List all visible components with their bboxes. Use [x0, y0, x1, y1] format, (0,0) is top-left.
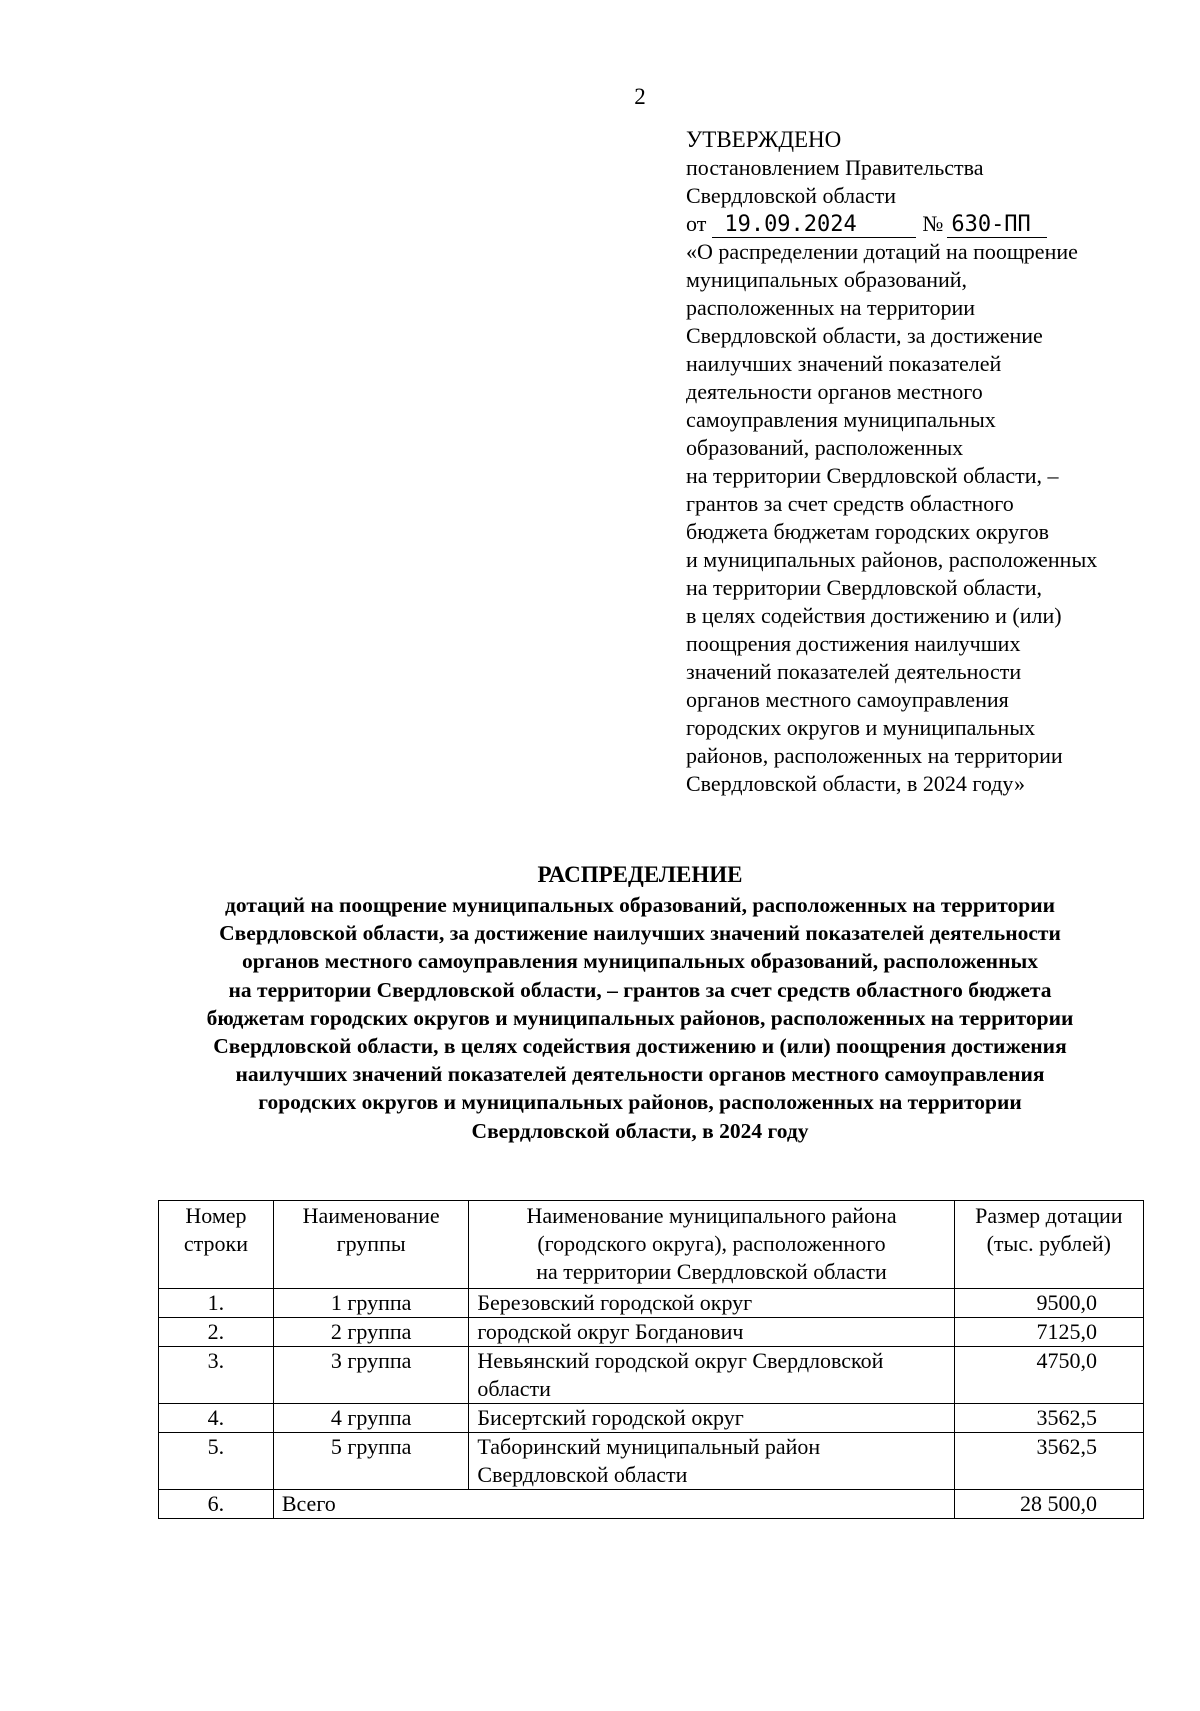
total-label: Всего: [273, 1490, 954, 1519]
table-header-row: [159, 1201, 1144, 1289]
table-row: [159, 1404, 1144, 1433]
row-number: 6.: [159, 1490, 274, 1519]
approval-line-2: Свердловской области: [686, 183, 896, 208]
approval-heading: УТВЕРЖДЕНО: [686, 127, 842, 152]
page-number: 2: [634, 84, 646, 109]
header-row-number: Номер строки: [159, 1201, 274, 1289]
decree-number: 630-ПП: [947, 213, 1047, 238]
group-name: 5 группа: [273, 1433, 469, 1490]
row-number: 3.: [159, 1347, 274, 1404]
group-name: 2 группа: [273, 1318, 469, 1347]
approval-stamp: [686, 126, 1176, 798]
header-municipality: Наименование муниципального района (городского округа), расположенного на территории Свердловской области: [469, 1201, 954, 1289]
table-total-row: [159, 1490, 1144, 1519]
date-prefix: от: [686, 211, 707, 236]
table-row: [159, 1289, 1144, 1318]
distribution-title: РАСПРЕДЕЛЕНИЕ: [537, 862, 743, 887]
group-name: 1 группа: [273, 1289, 469, 1318]
decree-title: «О распределении дотаций на поощрение муниципальных образований, расположенных на территории Свердловской области, за достижение наилучших значений показателей деятельности органов местного самоуправления муниципальных образований, расположенных на территории Свердловской области, – грантов за счет средств областного бюджета бюджетам городских округов и муниципальных районов, расположенных на территории Свердловской области, в целях содействия достижению и (или) поощрения достижения наилучших значений показателей деятельности органов местного самоуправления городских округов и муниципальных районов, расположенных на территории Свердловской области, в 2024 году»: [686, 239, 1098, 796]
municipality-name: Бисертский городской округ: [469, 1404, 954, 1433]
municipality-name: Березовский городской округ: [469, 1289, 954, 1318]
decree-date: 19.09.2024: [712, 213, 916, 238]
group-name: 3 группа: [273, 1347, 469, 1404]
distribution-table: [158, 1200, 1144, 1519]
table-row: [159, 1433, 1144, 1490]
table-row: [159, 1318, 1144, 1347]
number-prefix: №: [922, 211, 944, 236]
amount-value: 3562,5: [1036, 1405, 1097, 1430]
row-number: 2.: [159, 1318, 274, 1347]
table-row: [159, 1347, 1144, 1404]
decree-date-number-line: [686, 210, 1176, 238]
distribution-subtitle: дотаций на поощрение муниципальных образований, расположенных на территории Свердловской области, за достижение наилучших значений показателей деятельности органов местного самоуправления муниципальных образований, расположенных на территории Свердловской области, – грантов за счет средств областного бюджета бюджетам городских округов и муниципальных районов, расположенных на территории Свердловской области, в целях содействия достижению и (или) поощрения достижения наилучших значений показателей деятельности органов местного самоуправления городских округов и муниципальных районов, расположенных на территории Свердловской области, в 2024 году: [206, 893, 1074, 1143]
total-amount: 28 500,0: [1020, 1491, 1097, 1516]
row-number: 1.: [159, 1289, 274, 1318]
group-name: 4 группа: [273, 1404, 469, 1433]
amount-value: 9500,0: [1036, 1290, 1097, 1315]
amount-value: 4750,0: [1036, 1348, 1097, 1373]
municipality-name: городской округ Богданович: [469, 1318, 954, 1347]
amount-value: 7125,0: [1036, 1319, 1097, 1344]
header-amount: Размер дотации (тыс. рублей): [954, 1201, 1143, 1289]
header-group-name: Наименование группы: [273, 1201, 469, 1289]
municipality-name: Таборинский муниципальный район Свердловской области: [469, 1433, 954, 1490]
row-number: 4.: [159, 1404, 274, 1433]
municipality-name: Невьянский городской округ Свердловской области: [469, 1347, 954, 1404]
approval-line-1: постановлением Правительства: [686, 155, 984, 180]
amount-value: 3562,5: [1036, 1434, 1097, 1459]
row-number: 5.: [159, 1433, 274, 1490]
